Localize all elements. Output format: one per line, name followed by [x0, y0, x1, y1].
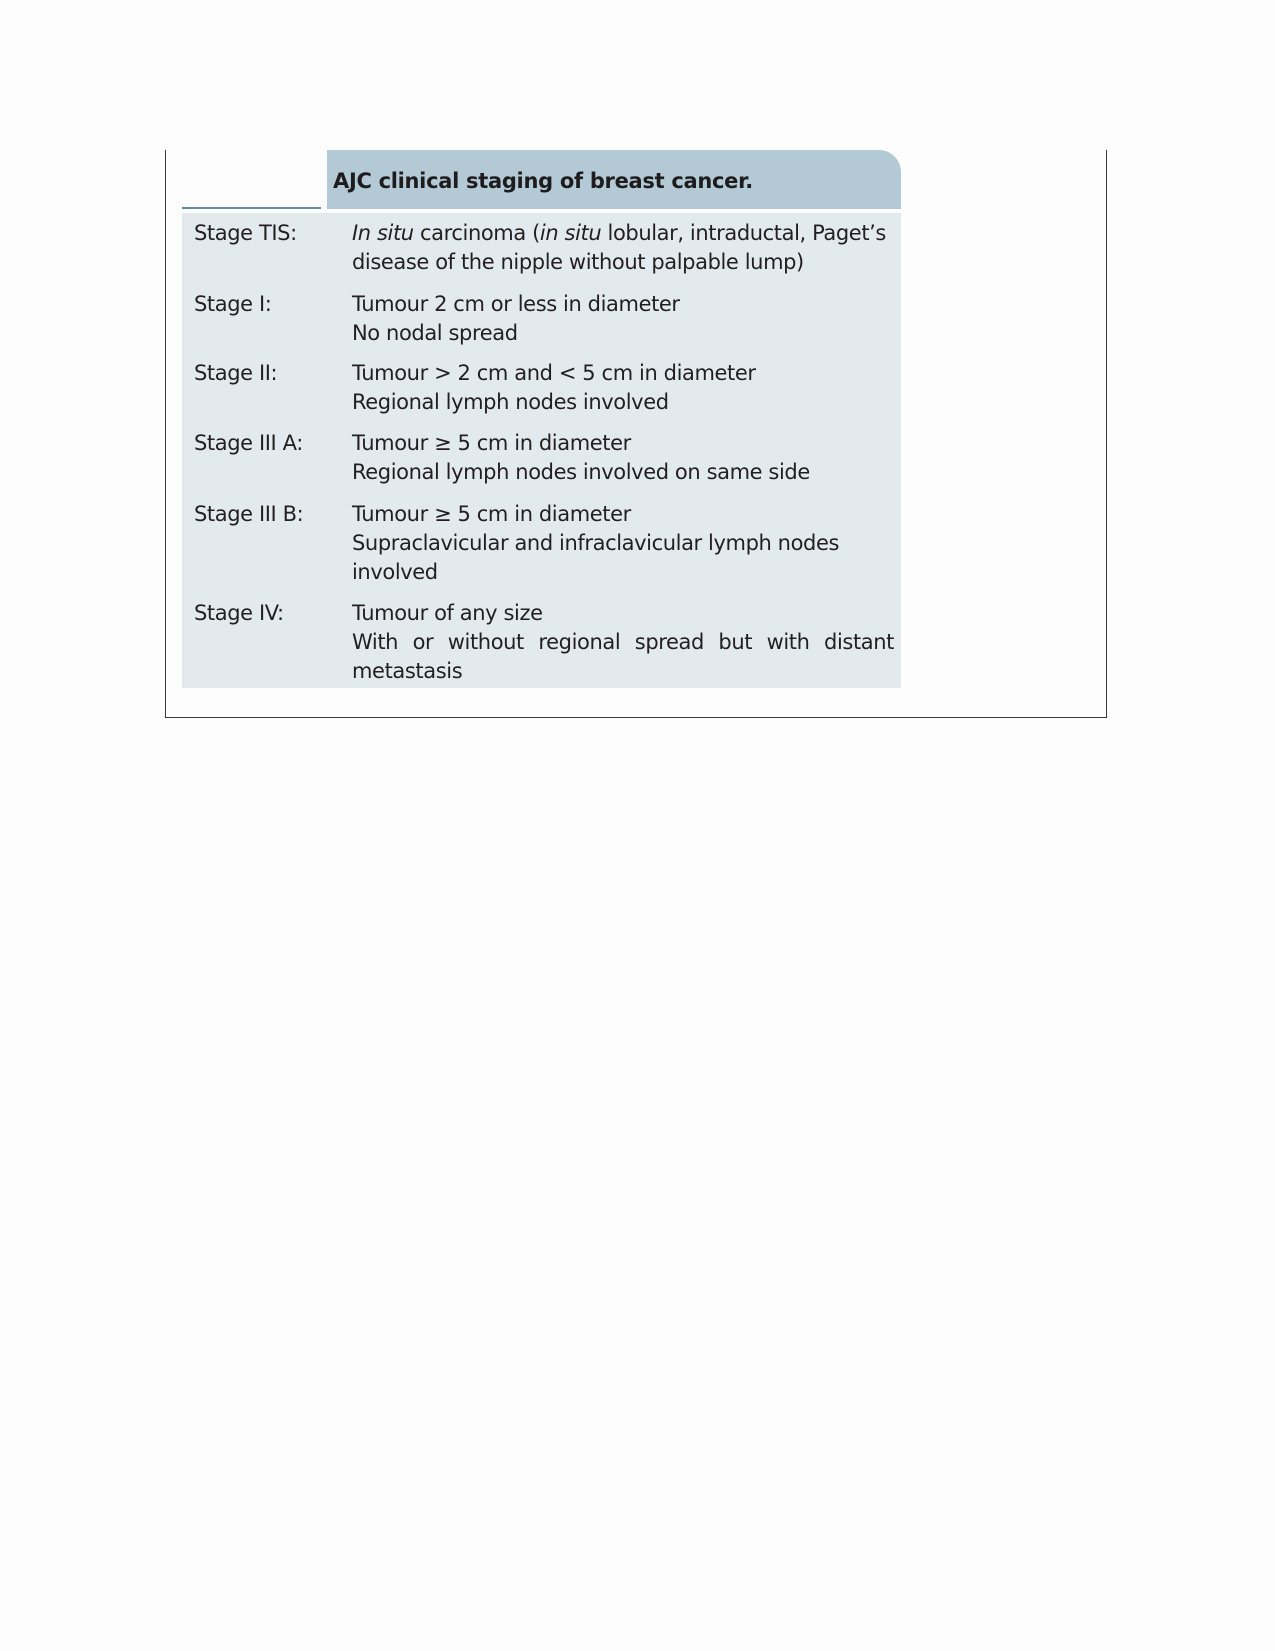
description-line: Regional lymph nodes involved — [352, 390, 669, 414]
stage-label: Stage I: — [194, 292, 272, 316]
stage-label: Stage II: — [194, 361, 278, 385]
stage-description — [352, 599, 894, 686]
description-line: Tumour 2 cm or less in diameter — [352, 292, 680, 316]
description-line: Tumour ≥ 5 cm in diameter — [352, 431, 631, 455]
description-line — [352, 219, 894, 248]
description-line: Tumour > 2 cm and < 5 cm in diameter — [352, 361, 756, 385]
stage-description — [352, 500, 894, 587]
staging-table — [182, 213, 901, 688]
stage-description — [352, 429, 894, 487]
description-line: With or without regional spread but with distant — [352, 630, 894, 654]
description-line: Tumour of any size — [352, 601, 543, 625]
description-line: Tumour ≥ 5 cm in diameter — [352, 502, 631, 526]
description-line: Supraclavicular and infraclavicular lymph nodes — [352, 531, 840, 555]
header-rule — [182, 207, 321, 209]
description-line: No nodal spread — [352, 321, 518, 345]
italic-term: In situ — [352, 221, 414, 245]
stage-description — [352, 359, 894, 417]
stage-label: Stage III B: — [194, 502, 304, 526]
text-run: carcinoma ( — [413, 221, 540, 245]
description-line: metastasis — [352, 659, 463, 683]
stage-label: Stage TIS: — [194, 221, 297, 245]
text-run: lobular, intraductal, Paget’s — [601, 221, 886, 245]
stage-label: Stage IV: — [194, 601, 284, 625]
description-line: Regional lymph nodes involved on same side — [352, 460, 810, 484]
stage-description — [352, 290, 894, 348]
description-line: disease of the nipple without palpable lump) — [352, 250, 804, 274]
stage-label: Stage III A: — [194, 431, 303, 455]
italic-term: in situ — [539, 221, 602, 245]
table-title: AJC clinical staging of breast cancer. — [333, 168, 753, 193]
table-header — [327, 150, 901, 209]
description-line: involved — [352, 560, 438, 584]
stage-description — [352, 219, 894, 277]
